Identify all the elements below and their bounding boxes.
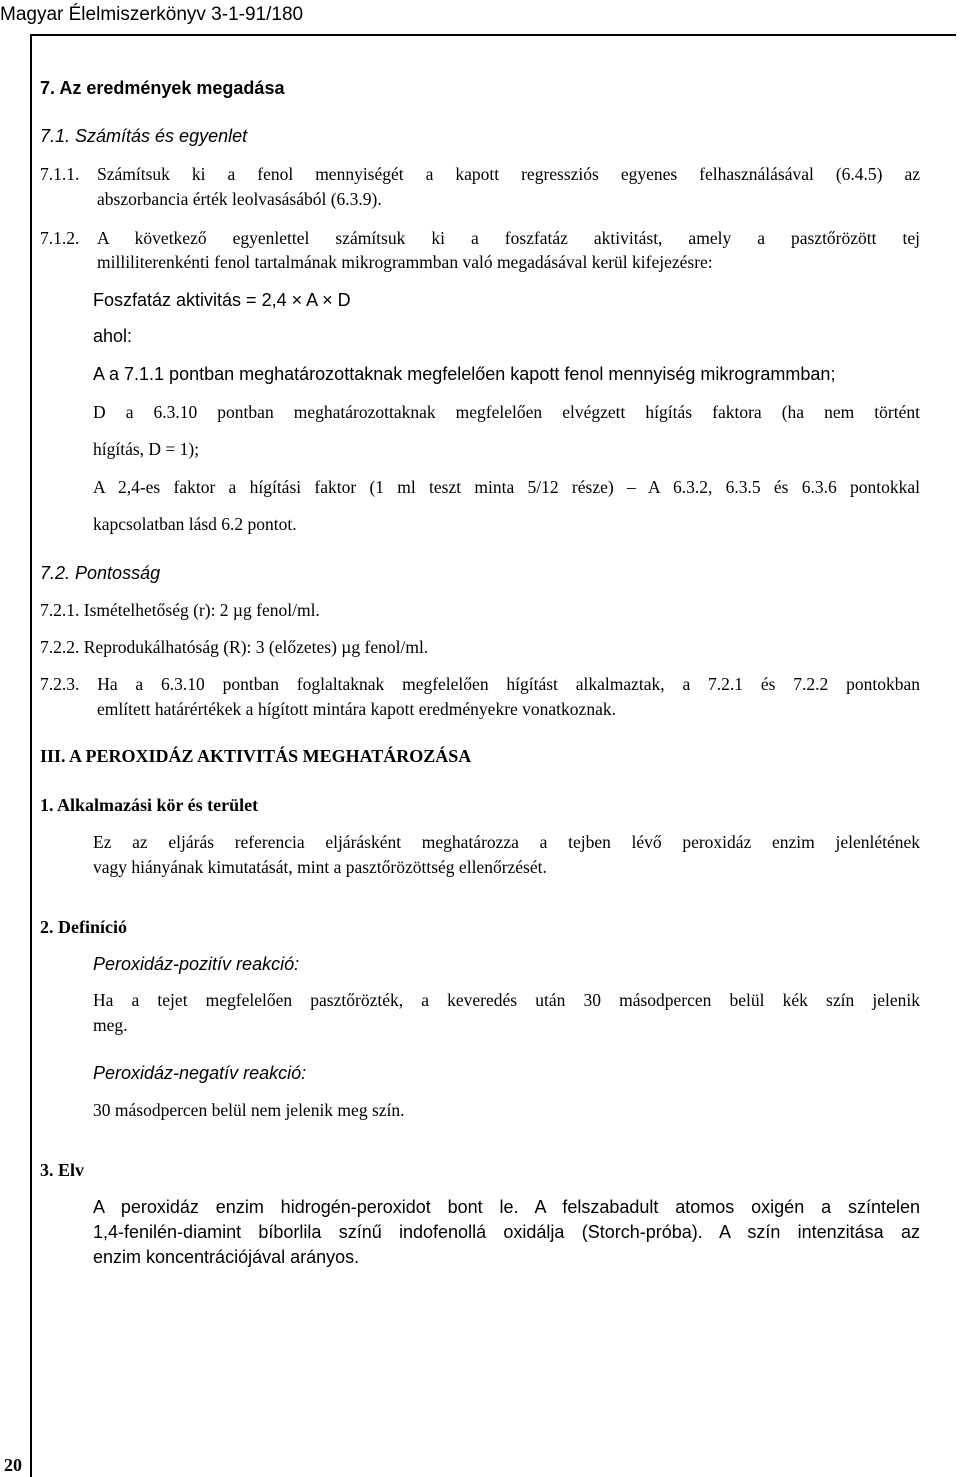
section-7-1-heading: 7.1. Számítás és egyenlet bbox=[40, 126, 248, 146]
para-7-2-3-line1: 7.2.3. Ha a 6.3.10 pontban foglaltaknak megfelelően hígítást alkalmaztak, a 7.2.1 és 7.2.2 pontokban bbox=[40, 674, 920, 694]
definition-factor-line2: kapcsolatban lásd 6.2 pontot. bbox=[93, 514, 297, 534]
section-3-text-line3: enzim koncentrációjával arányos. bbox=[93, 1247, 360, 1267]
positive-reaction-label: Peroxidáz-pozitív reakció: bbox=[93, 954, 300, 974]
where-label: ahol: bbox=[93, 326, 133, 346]
document-title: Magyar Élelmiszerkönyv 3-1-91/180 bbox=[0, 4, 304, 25]
positive-reaction-line2: meg. bbox=[93, 1015, 128, 1035]
para-7-1-2-line2: milliliterenkénti fenol tartalmának mikrogrammban való megadásával kerül kifejezésre: bbox=[97, 252, 713, 272]
section-2-heading: 2. Definíció bbox=[40, 917, 127, 937]
definition-d-line1: D a 6.3.10 pontban meghatározottaknak megfelelően elvégzett hígítás faktora (ha nem történt bbox=[93, 402, 920, 422]
section-1-heading: 1. Alkalmazási kör és terület bbox=[40, 795, 259, 815]
definition-factor-line1: A 2,4-es faktor a hígítási faktor (1 ml teszt minta 5/12 része) – A 6.3.2, 6.3.5 és 6.3.6 pontokkal bbox=[93, 477, 920, 497]
section-7-heading: 7. Az eredmények megadása bbox=[40, 78, 285, 98]
para-7-1-1-line1: Számítsuk ki a fenol mennyiségét a kapott regressziós egyenes felhasználásával (6.4.5) az bbox=[97, 164, 920, 184]
definition-a: A a 7.1.1 pontban meghatározottaknak megfelelően kapott fenol mennyiség mikrogrammban; bbox=[93, 364, 836, 384]
para-7-1-1-number: 7.1.1. bbox=[40, 164, 80, 184]
section-3-text-line2: 1,4-fenilén-diamint bíborlila színű indofenollá oxidálja (Storch-próba). A szín intenzitása az bbox=[93, 1222, 920, 1242]
definition-d-line2: hígítás, D = 1); bbox=[93, 439, 200, 459]
section-3-text-line1: A peroxidáz enzim hidrogén-peroxidot bont le. A felszabadult atomos oxigén a színtelen bbox=[93, 1197, 920, 1217]
para-7-1-2-line1: A következő egyenlettel számítsuk ki a foszfatáz aktivitást, amely a pasztőrözött tej bbox=[97, 228, 920, 248]
page-number: 20 bbox=[4, 1455, 22, 1475]
section-1-text-line1: Ez az eljárás referencia eljárásként meghatározza a tejben lévő peroxidáz enzim jelenlétének bbox=[93, 832, 920, 852]
section-7-2-heading: 7.2. Pontosság bbox=[40, 563, 161, 583]
formula: Foszfatáz aktivitás = 2,4 × A × D bbox=[93, 290, 351, 310]
part-3-heading: III. A PEROXIDÁZ AKTIVITÁS MEGHATÁROZÁSA bbox=[40, 746, 472, 766]
para-7-2-3-line2: említett határértékek a hígított mintára kapott eredményekre vonatkoznak. bbox=[97, 699, 616, 719]
para-7-2-2: 7.2.2. Reprodukálhatóság (R): 3 (előzetes) µg fenol/ml. bbox=[40, 637, 429, 657]
section-3-heading: 3. Elv bbox=[40, 1160, 85, 1180]
para-7-1-2-number: 7.1.2. bbox=[40, 228, 80, 248]
negative-reaction-label: Peroxidáz-negatív reakció: bbox=[93, 1063, 307, 1083]
para-7-2-1: 7.2.1. Ismételhetőség (r): 2 µg fenol/ml. bbox=[40, 600, 320, 620]
section-1-text-line2: vagy hiányának kimutatását, mint a pasztőrözöttség ellenőrzését. bbox=[93, 857, 547, 877]
positive-reaction-line1: Ha a tejet megfelelően pasztőrözték, a keveredés után 30 másodpercen belül kék szín jelenik bbox=[93, 990, 920, 1010]
para-7-1-1-line2: abszorbancia érték leolvasásából (6.3.9). bbox=[97, 189, 382, 209]
negative-reaction-text: 30 másodpercen belül nem jelenik meg szín. bbox=[93, 1100, 405, 1120]
